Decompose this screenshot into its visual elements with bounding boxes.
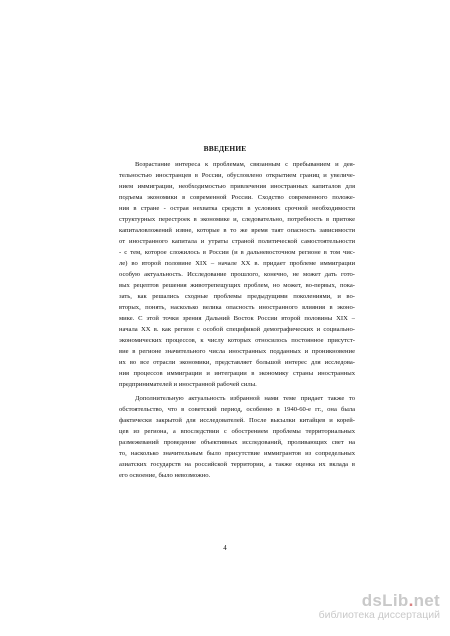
text-line: нием иммиграции, необходимостью привлечения иностранных капиталов для [119, 183, 355, 190]
site-watermark [290, 591, 440, 621]
text-line: экономических процессов, к числу которых относилось постоянное присутст- [119, 337, 355, 344]
text-line: мике. С этой точки зрения Дальний Восток России второй половины XIX – [119, 315, 355, 322]
text-line: - с тем, которое сложилось в России (и в дальневосточном регионе в том чис- [119, 249, 355, 256]
text-line: азиатских государств на российской территории, а также оценка их вклада в [119, 461, 355, 468]
text-line: вторых, понять, насколько велика опасность иностранного влияния в эконо- [119, 304, 355, 311]
text-line: Дополнительную актуальность избранной нами теме придает также то [135, 395, 355, 402]
text-line: обстоятельство, что в советский период, особенно в 1940-60-е гг., она была [119, 406, 355, 413]
text-line: вых рецептов решения животрепещущих проблем, но может, во-первых, пока- [119, 282, 355, 289]
text-line: структурных перестроек в экономике и, следовательно, потребность в притоке [119, 216, 355, 223]
text-line: Возрастание интереса к проблемам, связанным с пребыванием и дея- [135, 161, 355, 168]
text-line: предпринимателей и иностранной рабочей силы. [119, 381, 257, 388]
text-line: зать, как решались сходные проблемы предыдущими поколениями, и во- [119, 293, 355, 300]
text-line: размежеваний проведение объективных исследований, проливающих свет на [119, 439, 355, 446]
text-line: фактически закрытой для исследователей. После высылки китайцев и корей- [119, 417, 355, 424]
text-line: то, насколько значительным было присутствие иммигрантов из сопредельных [119, 450, 355, 457]
text-line: ле) во второй половине XIX – начале XX в. придает проблеме иммиграции [119, 260, 355, 267]
text-line: подъема экономики в современной России. Сходство современного положе- [119, 194, 355, 201]
text-line: тельностью иностранцев в России, обусловлено открытием границ и увеличе- [119, 172, 355, 179]
text-line: его освоение, было невозможно. [119, 472, 211, 479]
watermark-logo: dsLib.net [361, 591, 440, 610]
text-line: особую актуальность. Исследование прошлого, конечно, не может дать гото- [119, 271, 355, 278]
text-line: капиталовложений извне, которые в то же время таят опасность зависимости [119, 227, 355, 234]
text-line: ния в стране - острая нехватка средств в условиях срочной необходимости [119, 205, 355, 212]
text-line: начала XX в. как регион с особой спецификой демографических и социально- [119, 326, 355, 333]
text-line: от иностранного капитала и утраты страной политической самостоятельности [119, 238, 355, 245]
text-line: вие в регионе значительного числа иностранных подданных и проникновение [119, 348, 355, 355]
section-heading: ВВЕДЕНИЕ [203, 144, 247, 153]
page-number: 4 [223, 544, 227, 552]
text-line: ния процессов иммиграции и интеграции в экономику страны иностранных [119, 370, 355, 377]
text-line: цев из региона, а впоследствии с обострением проблемы территориальных [119, 428, 355, 435]
watermark-tagline: библиотека диссертаций [318, 609, 440, 621]
text-line: их во все отрасли экономики, представляет большой интерес для исследова- [119, 359, 355, 366]
